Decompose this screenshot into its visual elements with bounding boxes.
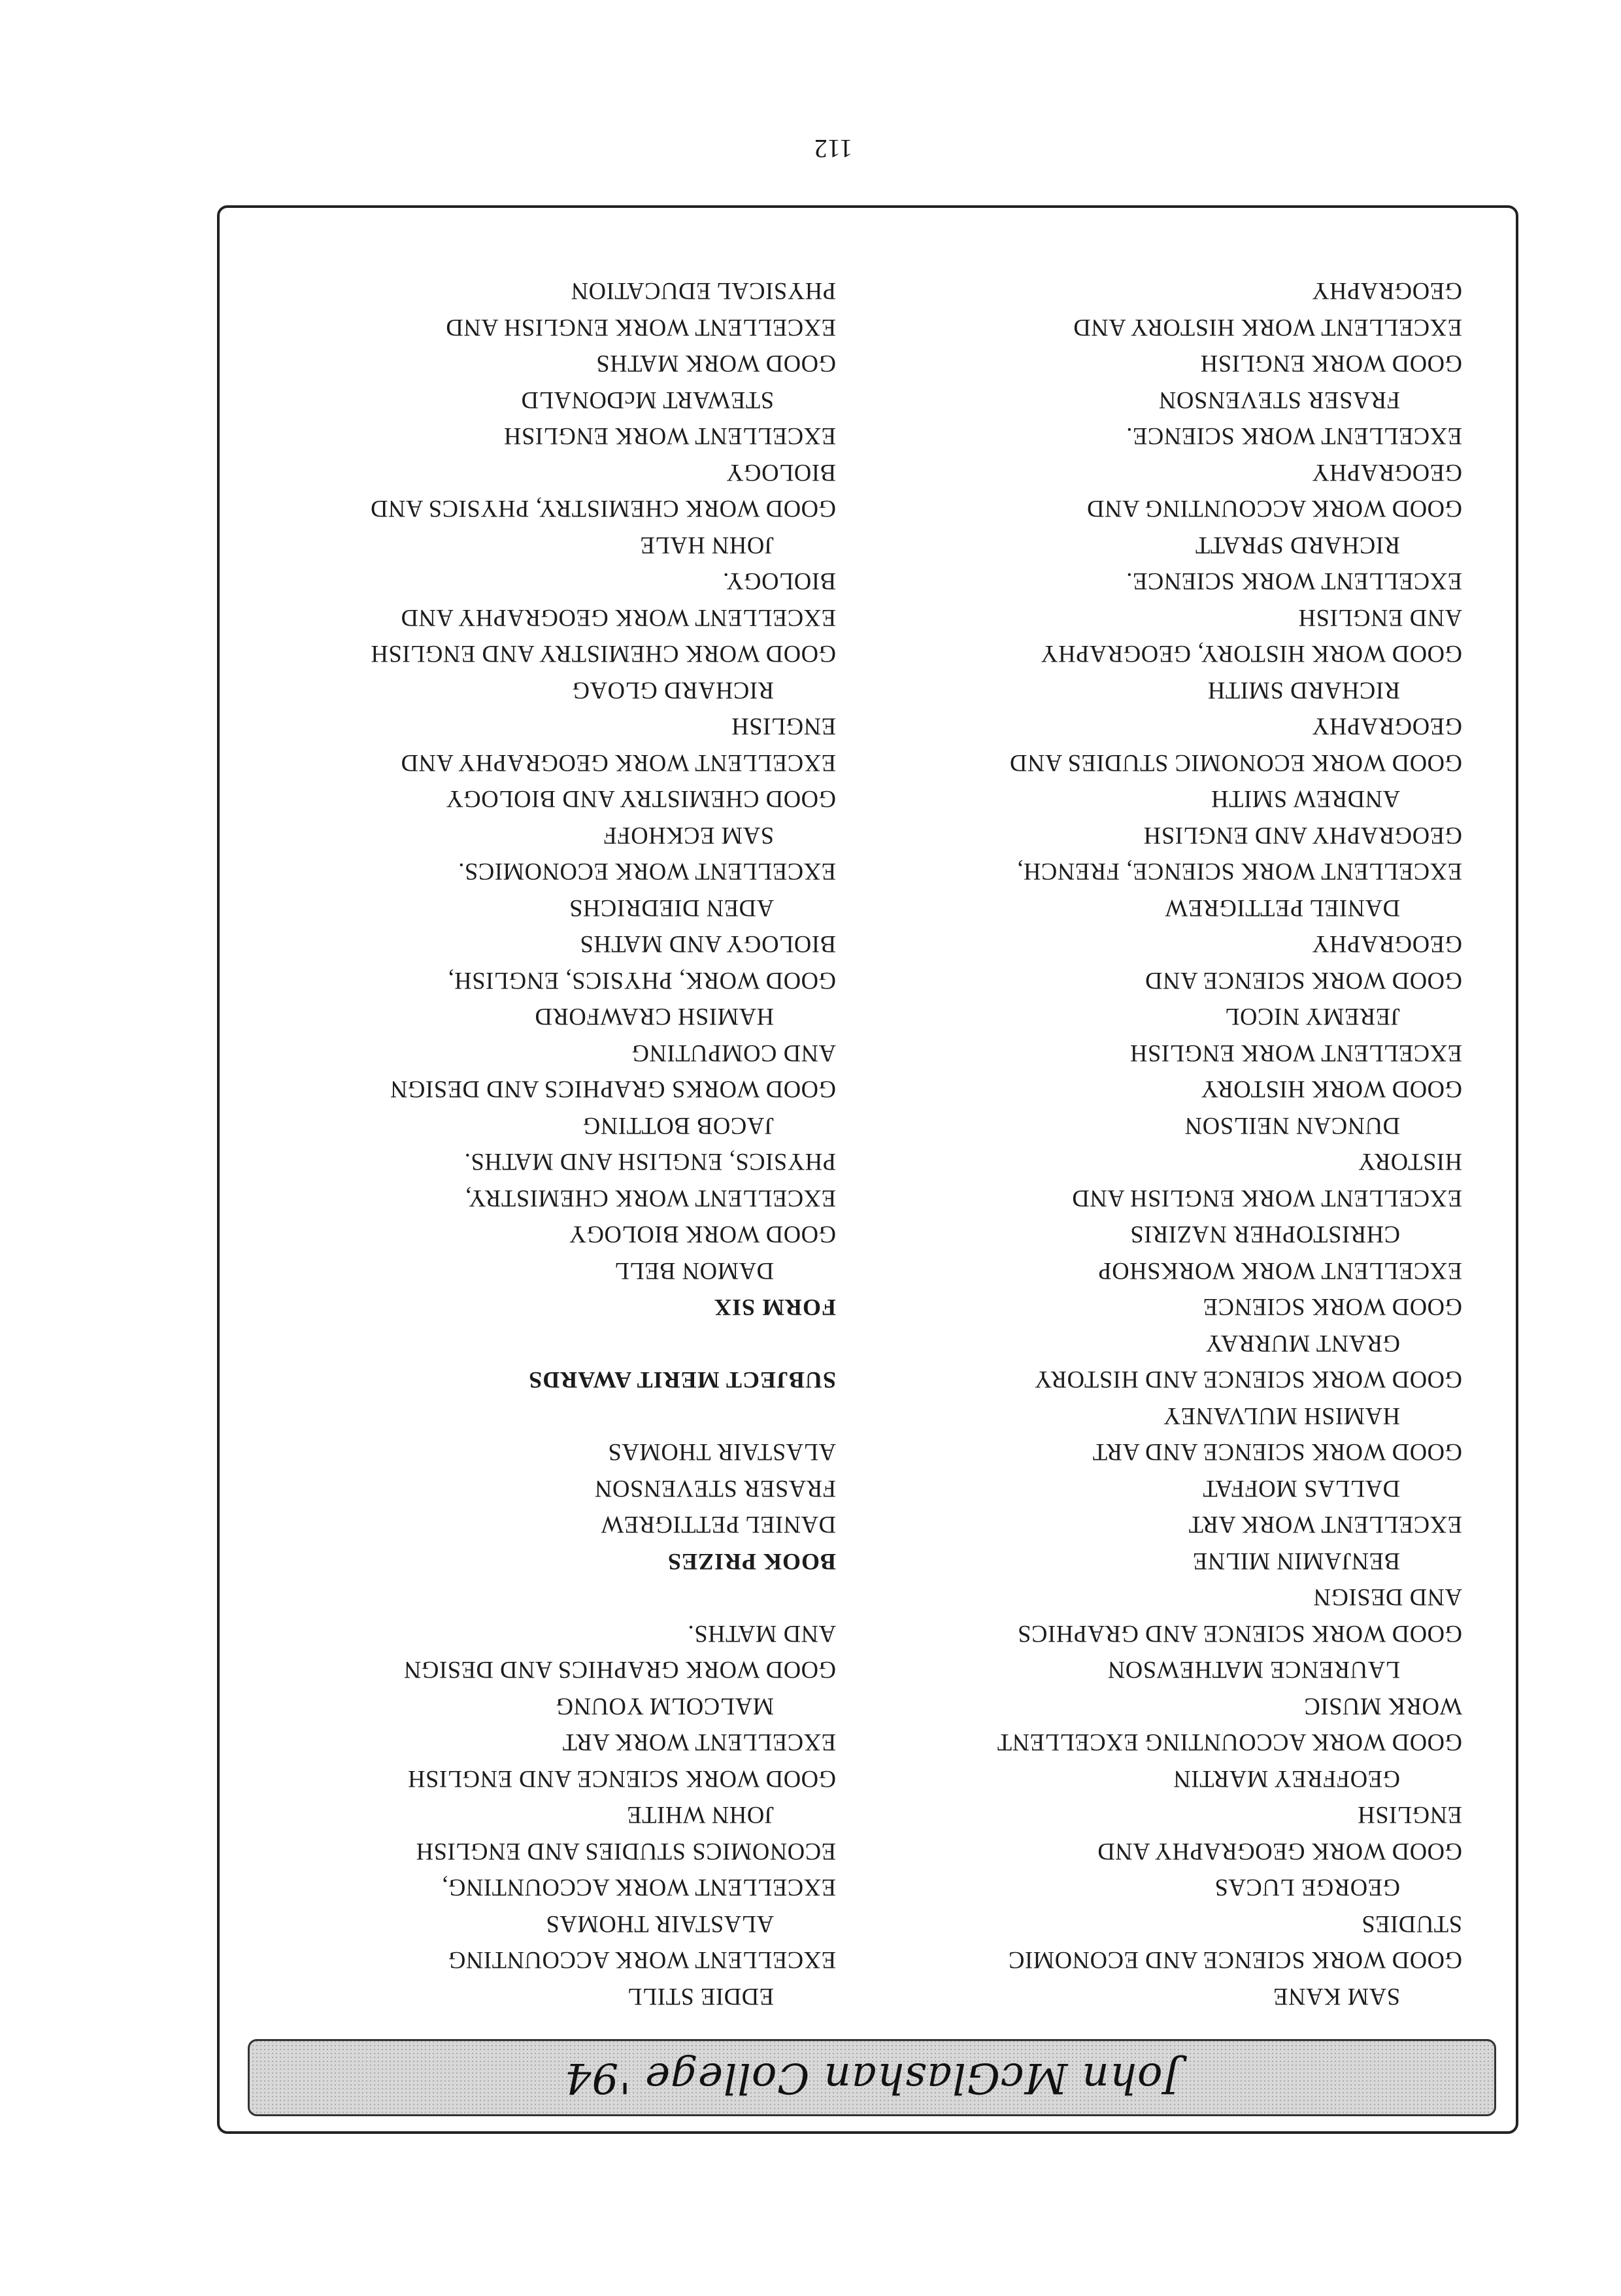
- student-name: CHRISTOPHER NAZIRIS: [1129, 1221, 1400, 1249]
- award-line: GOOD WORK GRAPHICS AND DESIGN: [403, 1657, 836, 1684]
- award-line: AND MATHS.: [687, 1621, 836, 1647]
- award-line: BIOLOGY: [726, 460, 836, 486]
- award-line: GEOGRAPHY: [1311, 278, 1462, 305]
- award-entry: [274, 709, 836, 854]
- award-line: EXCELLENT WORK ENGLISH: [1129, 1040, 1462, 1067]
- award-entry: [274, 854, 836, 926]
- award-line: WORK MUSIC: [1303, 1693, 1462, 1720]
- book-prizes-heading: BOOK PRIZES: [667, 1549, 836, 1575]
- student-name: BENJAMIN MILNE: [1192, 1548, 1400, 1575]
- award-line: EXCELLENT WORK ENGLISH AND: [445, 314, 836, 341]
- award-line: GOOD WORK HISTORY: [1200, 1076, 1462, 1104]
- award-line: GOOD WORK HISTORY, GEOGRAPHY: [1040, 641, 1462, 668]
- student-name: STEWART McDONALD: [521, 387, 774, 414]
- award-entry: [900, 1434, 1462, 1507]
- award-entry: [900, 1906, 1462, 2016]
- student-name: LAURENCE MATHEWSON: [1107, 1657, 1400, 1684]
- award-entry: [900, 1144, 1462, 1253]
- award-line: AND ENGLISH: [1298, 605, 1462, 632]
- award-line: EXCELLENT WORK ECONOMICS.: [458, 858, 836, 886]
- award-line: ECONOMICS STUDIES AND ENGLISH: [416, 1838, 836, 1865]
- merit-entries: [274, 273, 836, 1289]
- right-column: [274, 273, 836, 2015]
- award-line: HISTORY: [1358, 1149, 1462, 1176]
- header-title: John McGlashan College '94: [563, 2053, 1180, 2102]
- award-line: GOOD WORK ENGLISH: [1200, 350, 1462, 378]
- student-name: DANIEL PETTIGREW: [1165, 895, 1400, 922]
- award-line: EXCELLENT WORK ACCOUNTING: [448, 1947, 836, 1974]
- award-line: EXCELLENT WORK SCIENCE.: [1126, 568, 1462, 596]
- award-line: GOOD WORK, PHYSICS, ENGLISH,: [447, 968, 836, 994]
- student-name: EDDIE STILL: [627, 1984, 774, 2010]
- award-line: AND COMPUTING: [631, 1040, 836, 1067]
- award-line: GOOD WORK SCIENCE: [1203, 1294, 1462, 1321]
- award-line: GOOD WORK SCIENCE AND: [1145, 968, 1462, 994]
- award-line: EXCELLENT WORK CHEMISTRY,: [465, 1185, 836, 1212]
- award-entry: [900, 1579, 1462, 1689]
- award-line: EXCELLENT WORK ACCOUNTING,: [441, 1874, 836, 1902]
- award-line: ENGLISH: [731, 713, 836, 741]
- award-entry: [274, 1834, 836, 1943]
- student-name: ADEN DIEDRICHS: [569, 895, 774, 922]
- award-entry: [900, 1797, 1462, 1906]
- award-entry: [900, 1689, 1462, 1798]
- award-line: GOOD WORK ACCOUNTING EXCELLENT: [997, 1729, 1462, 1757]
- award-line: EXCELLENT WORK ENGLISH: [503, 423, 836, 450]
- award-entry: [900, 273, 1462, 418]
- student-name: JOHN WHITE: [626, 1802, 774, 1829]
- award-line: STUDIES: [1361, 1911, 1462, 1938]
- spacer: [274, 1398, 836, 1435]
- award-line: BIOLOGY AND MATHS: [579, 931, 836, 958]
- award-line: EXCELLENT WORK ART: [1188, 1511, 1462, 1539]
- student-name: SAM KANE: [1273, 1984, 1400, 2010]
- award-entry: [900, 418, 1462, 564]
- award-entry: [900, 564, 1462, 709]
- book-prize-name: DANIEL PETTIGREW: [601, 1511, 836, 1539]
- page-number: 112: [814, 134, 853, 163]
- left-entries: [900, 273, 1462, 2015]
- student-name: HAMISH CRAWFORD: [534, 1004, 774, 1031]
- award-line: AND DESIGN: [1312, 1584, 1462, 1612]
- student-name: GEORGE LUCAS: [1214, 1874, 1400, 1902]
- award-entry: [900, 1507, 1462, 1579]
- award-line: GOOD WORK MATHS: [595, 350, 836, 378]
- student-name: DALLAS MOFFAT: [1202, 1476, 1400, 1502]
- award-line: EXCELLENT WORK GEOGRAPHY AND: [400, 605, 836, 632]
- award-entry: [900, 818, 1462, 927]
- award-entry: [274, 926, 836, 1036]
- book-prize-list: [274, 1434, 836, 1544]
- subject-merit-heading: SUBJECT MERIT AWARDS: [528, 1367, 836, 1394]
- award-line: GOOD WORK ACCOUNTING AND: [1086, 496, 1462, 523]
- award-entry: [900, 926, 1462, 1036]
- award-line: PHYSICS, ENGLISH AND MATHS.: [464, 1149, 836, 1176]
- award-line: EXCELLENT WORK GEOGRAPHY AND: [400, 750, 836, 777]
- award-line: EXCELLENT WORK SCIENCE.: [1126, 423, 1462, 450]
- award-line: EXCELLENT WORK HISTORY AND: [1073, 314, 1462, 341]
- spacer: [274, 1326, 836, 1362]
- award-entry: [274, 1725, 836, 1834]
- student-name: MALCOLM YOUNG: [556, 1693, 774, 1720]
- page-frame: [217, 205, 1518, 2134]
- award-entry: [274, 418, 836, 564]
- student-name: JEREMY NICOL: [1224, 1004, 1400, 1031]
- right-top-entries: [274, 1616, 836, 2016]
- award-entry: [900, 709, 1462, 818]
- award-line: GOOD WORK SCIENCE AND ART: [1092, 1439, 1462, 1466]
- student-name: GEOFFREY MARTIN: [1173, 1766, 1400, 1793]
- student-name: RICHARD SMITH: [1207, 677, 1400, 704]
- award-entry: [274, 273, 836, 418]
- award-line: EXCELLENT WORK ENGLISH AND: [1071, 1185, 1462, 1212]
- spacer: [274, 1579, 836, 1616]
- award-entry: [274, 1144, 836, 1289]
- award-line: GOOD CHEMISTRY AND BIOLOGY: [445, 786, 836, 813]
- award-line: GEOGRAPHY: [1311, 713, 1462, 741]
- award-line: GOOD WORK SCIENCE AND ECONOMIC: [1008, 1947, 1462, 1974]
- student-name: GRANT MURRAY: [1205, 1330, 1400, 1357]
- award-entry: [274, 564, 836, 709]
- award-line: GOOD WORK SCIENCE AND GRAPHICS: [1017, 1621, 1462, 1647]
- award-line: ENGLISH: [1357, 1802, 1462, 1829]
- student-name: ANDREW SMITH: [1211, 786, 1400, 813]
- award-line: GEOGRAPHY AND ENGLISH: [1143, 822, 1462, 849]
- form-six-heading: FORM SIX: [714, 1294, 836, 1321]
- award-line: EXCELLENT WORK WORKSHOP: [1097, 1258, 1462, 1285]
- award-line: EXCELLENT WORK SCIENCE, FRENCH,: [1016, 858, 1462, 886]
- award-line: GOOD WORKS GRAPHICS AND DESIGN: [390, 1076, 836, 1104]
- student-name: RICHARD GLOAG: [572, 677, 774, 704]
- student-name: SAM ECKHOFF: [603, 822, 774, 849]
- student-name: HAMISH MULVANEY: [1163, 1403, 1400, 1430]
- student-name: JOHN HALE: [639, 532, 774, 559]
- student-name: ALASTAIR THOMAS: [545, 1911, 774, 1938]
- award-line: GOOD WORK SCIENCE AND HISTORY: [1034, 1366, 1462, 1394]
- award-line: GOOD WORK BIOLOGY: [569, 1221, 836, 1249]
- student-name: JACOB BOTTING: [582, 1113, 774, 1140]
- award-line: GOOD WORK SCIENCE AND ENGLISH: [407, 1766, 836, 1793]
- award-line: GEOGRAPHY: [1311, 460, 1462, 486]
- award-entry: [900, 1036, 1462, 1145]
- book-prize-name: FRASER STEVENSON: [594, 1476, 836, 1502]
- award-entry: [900, 1253, 1462, 1362]
- award-line: PHYSICAL EDUCATION: [571, 278, 836, 305]
- award-entry: [274, 1942, 836, 2015]
- award-line: GOOD WORK CHEMISTRY, PHYSICS AND: [370, 496, 836, 523]
- student-name: RICHARD SPRATT: [1195, 532, 1400, 559]
- award-entry: [274, 1036, 836, 1145]
- award-line: GEOGRAPHY: [1311, 931, 1462, 958]
- student-name: DUNCAN NEILSON: [1184, 1113, 1400, 1140]
- student-name: FRASER STEVENSON: [1158, 387, 1400, 414]
- award-line: GOOD WORK CHEMISTRY AND ENGLISH: [370, 641, 836, 668]
- left-column: [900, 273, 1462, 2015]
- student-name: DAMON BELL: [614, 1258, 774, 1285]
- award-line: GOOD WORK ECONOMIC STUDIES AND: [1009, 750, 1462, 777]
- award-line: EXCELLENT WORK ART: [562, 1729, 836, 1757]
- book-prize-name: ALASTAIR THOMAS: [607, 1439, 836, 1466]
- award-entry: [274, 1616, 836, 1725]
- award-entry: [900, 1362, 1462, 1434]
- award-line: GOOD WORK GEOGRAPHY AND: [1097, 1838, 1462, 1865]
- header-banner: [248, 2039, 1496, 2116]
- award-line: BIOLOGY.: [722, 568, 836, 596]
